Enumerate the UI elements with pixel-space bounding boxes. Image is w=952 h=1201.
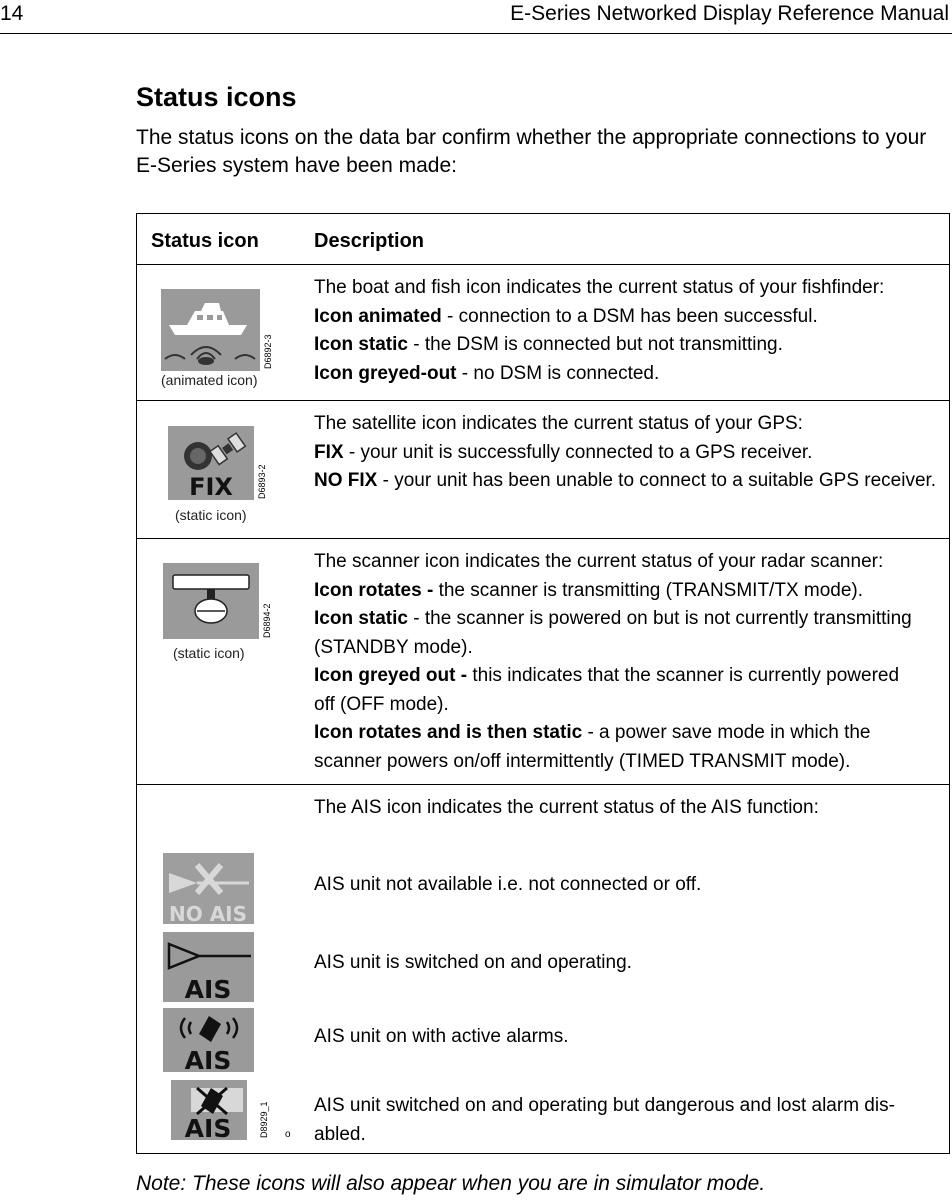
- simulator-note: Note: These icons will also appear when you are in simulator mode.: [136, 1172, 766, 1195]
- figure-code: D6892-3: [263, 334, 273, 369]
- ais-operating-icon: [163, 932, 254, 1002]
- term-description: - the scanner is powered on but is not currently transmitting: [407, 608, 912, 629]
- fishfinder-icon: [161, 289, 260, 371]
- icon-caption: (animated icon): [161, 372, 258, 388]
- fishfinder-description: [314, 274, 944, 388]
- figure-code: D6893-2: [257, 464, 267, 499]
- header-rule: [0, 33, 952, 34]
- term-description: - no DSM is connected.: [456, 362, 660, 384]
- term: Icon greyed out -: [314, 665, 473, 686]
- row-divider: [137, 264, 949, 265]
- row-divider: [137, 538, 949, 539]
- row-divider: [137, 784, 949, 785]
- scanner-icon: [163, 563, 259, 639]
- fix-icon-label: FIX: [189, 473, 233, 500]
- page-number: 14: [0, 2, 24, 25]
- ais-row-text: abled.: [314, 1123, 366, 1145]
- term: Icon rotates -: [314, 579, 439, 601]
- term-description: - your unit is successfully connected to a GPS receiver.: [343, 441, 813, 463]
- term-description: (STANDBY mode).: [314, 636, 473, 658]
- ais-intro: The AIS icon indicates the current status of the AIS function:: [314, 797, 819, 818]
- row-divider: [137, 400, 949, 401]
- term: Icon static: [314, 334, 408, 355]
- status-icons-table: [136, 213, 950, 1154]
- ais-icon-label: AIS: [184, 975, 232, 1002]
- term-description: scanner powers on/off intermittently (TIMED TRANSMIT mode).: [314, 750, 851, 772]
- ais-row-operating: AIS unit is switched on and operating.: [314, 952, 632, 973]
- ais-row-alarm-disabled: [314, 1092, 944, 1149]
- gps-description: [314, 410, 944, 496]
- description-intro: The scanner icon indicates the current status of your radar scanner:: [314, 551, 884, 572]
- term: Icon animated: [314, 305, 442, 327]
- term-description: - your unit has been unable to connect to a suitable GPS receiver.: [377, 470, 937, 491]
- term-description: off (OFF mode).: [314, 693, 449, 715]
- description-intro: The satellite icon indicates the current status of your GPS:: [314, 413, 803, 434]
- manual-title: E-Series Networked Display Reference Manual: [510, 2, 949, 25]
- icon-caption: (static icon): [175, 507, 247, 523]
- no-ais-icon: [163, 853, 254, 924]
- figure-code: D6894-2: [262, 603, 272, 638]
- ais-row-unavailable: AIS unit not available i.e. not connected or off.: [314, 874, 702, 895]
- ais-alarm-icon: [163, 1008, 254, 1072]
- no-ais-icon-label: NO AIS: [168, 902, 248, 924]
- description-intro: The boat and fish icon indicates the current status of your fishfinder:: [314, 277, 885, 298]
- section-intro: [136, 124, 948, 180]
- section-title: Status icons: [136, 82, 297, 112]
- column-header-description: Description: [314, 230, 425, 252]
- figure-code: D8929_1: [259, 1101, 269, 1138]
- term-description: - connection to a DSM has been successful.: [441, 305, 818, 327]
- radar-description: [314, 548, 944, 776]
- term-description: - a power save mode in which the: [582, 722, 871, 743]
- ais-icon-label: AIS: [184, 1114, 232, 1140]
- icon-caption: (static icon): [173, 645, 245, 661]
- satellite-icon: [168, 426, 254, 500]
- ais-icon-label: AIS: [184, 1046, 232, 1072]
- intro-line-2: E-Series system have been made:: [136, 154, 457, 177]
- ais-row-alarms: AIS unit on with active alarms.: [314, 1026, 569, 1047]
- ais-alarm-disabled-icon: [163, 1076, 254, 1140]
- term: Icon static: [314, 608, 408, 629]
- term-description: this indicates that the scanner is currently powered: [472, 665, 900, 686]
- dot-mark: o: [285, 1129, 291, 1140]
- intro-line-1: The status icons on the data bar confirm whether the appropriate connections to your: [136, 126, 927, 149]
- column-header-icon: Status icon: [151, 230, 259, 252]
- ais-row-text: AIS unit switched on and operating but dangerous and lost alarm dis-: [314, 1095, 895, 1116]
- term-description: the scanner is transmitting (TRANSMIT/TX mode).: [438, 579, 864, 601]
- term: FIX: [314, 441, 344, 463]
- term: NO FIX: [314, 470, 378, 491]
- term: Icon rotates and is then static: [314, 722, 583, 743]
- term-description: - the DSM is connected but not transmitting.: [407, 334, 783, 355]
- term: Icon greyed-out: [314, 362, 457, 384]
